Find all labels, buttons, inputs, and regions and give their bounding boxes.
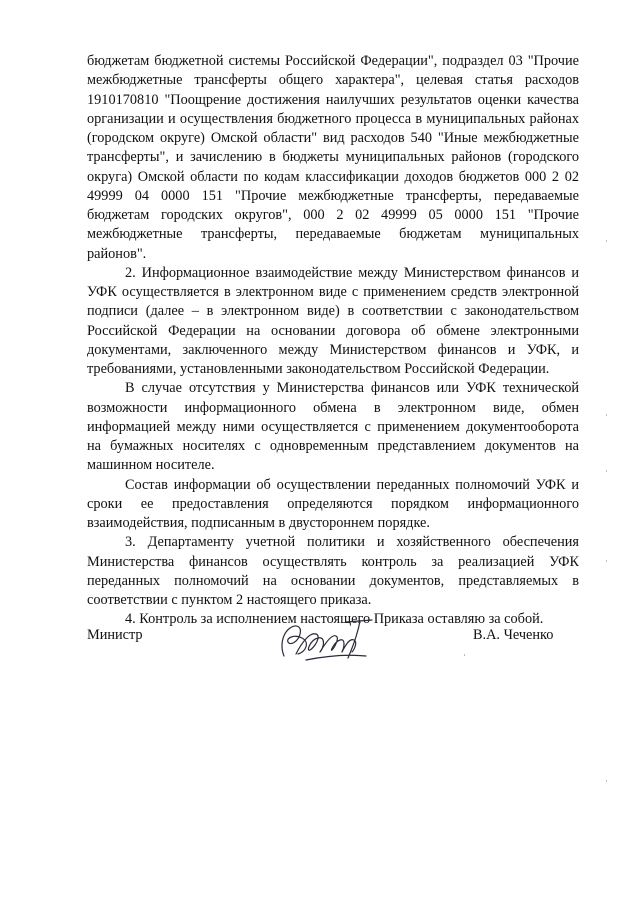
scan-speck xyxy=(606,560,607,562)
paragraph-6-control-self: 4. Контроль за исполнением настоящего Приказа оставляю за собой. xyxy=(125,611,544,628)
scan-speck xyxy=(606,470,607,472)
paragraph-2-info-exchange: 2. Информационное взаимодействие между Министерством финансов и УФК осуществляется в электронном виде с применением средств электронной подписи (далее – в электронном виде) в соответствии с законодательством Российской Федерации на основании договора об обмене электронными документами, заключенного между Министерством финансов и УФК, и требованиями, установленными законодательством Российской Федерации. xyxy=(87,264,579,377)
paragraph-4-info-composition: Состав информации об осуществлении переданных полномочий УФК и сроки ее предоставления определяются порядком информационного взаимодействия, подписанным в двустороннем порядке. xyxy=(87,476,579,531)
handwritten-signature xyxy=(276,612,376,664)
scan-speck xyxy=(606,240,607,242)
paragraph-5-control-department: 3. Департаменту учетной политики и хозяйственного обеспечения Министерства финансов осуществлять контроль за реализацией УФК переданных полномочий на основании документов, представляемых в соответствии с пунктом 2 настоящего приказа. xyxy=(87,534,579,608)
paragraph-1-continuation: бюджетам бюджетной системы Российской Федерации", подраздел 03 "Прочие межбюджетные трансферты общего характера", целевая статья расходов 1910170810 "Поощрение достижения наилучших результатов оценки качества организации и осуществления бюджетного процесса в муниципальных районах (городском округе) Омской области" вид расходов 540 "Иные межбюджетные трансферты", и зачислению в бюджеты муниципальных районов (городского округа) Омской области по кодам классификации доходов бюджетов 000 2 02 49999 04 0000 151 "Прочие межбюджетные трансферты, передаваемые бюджетам городских округов", 000 2 02 49999 05 0000 151 "Прочие межбюджетные трансферты, передаваемые бюджетам муниципальных районов". xyxy=(87,53,579,262)
scan-speck xyxy=(464,654,465,656)
scan-speck xyxy=(606,780,607,782)
paragraph-3-no-technical-means: В случае отсутствия у Министерства финансов или УФК технической возможности информационного обмена в электронном виде, обмен информацией между ними осуществляется с применением документооборота на бумажных носителях с одновременным представлением документов на машинном носителе. xyxy=(87,380,579,474)
signatory-title: Министр xyxy=(87,627,143,643)
document-body xyxy=(87,52,579,630)
scan-speck xyxy=(606,414,607,416)
signatory-name: В.А. Чеченко xyxy=(473,627,554,643)
